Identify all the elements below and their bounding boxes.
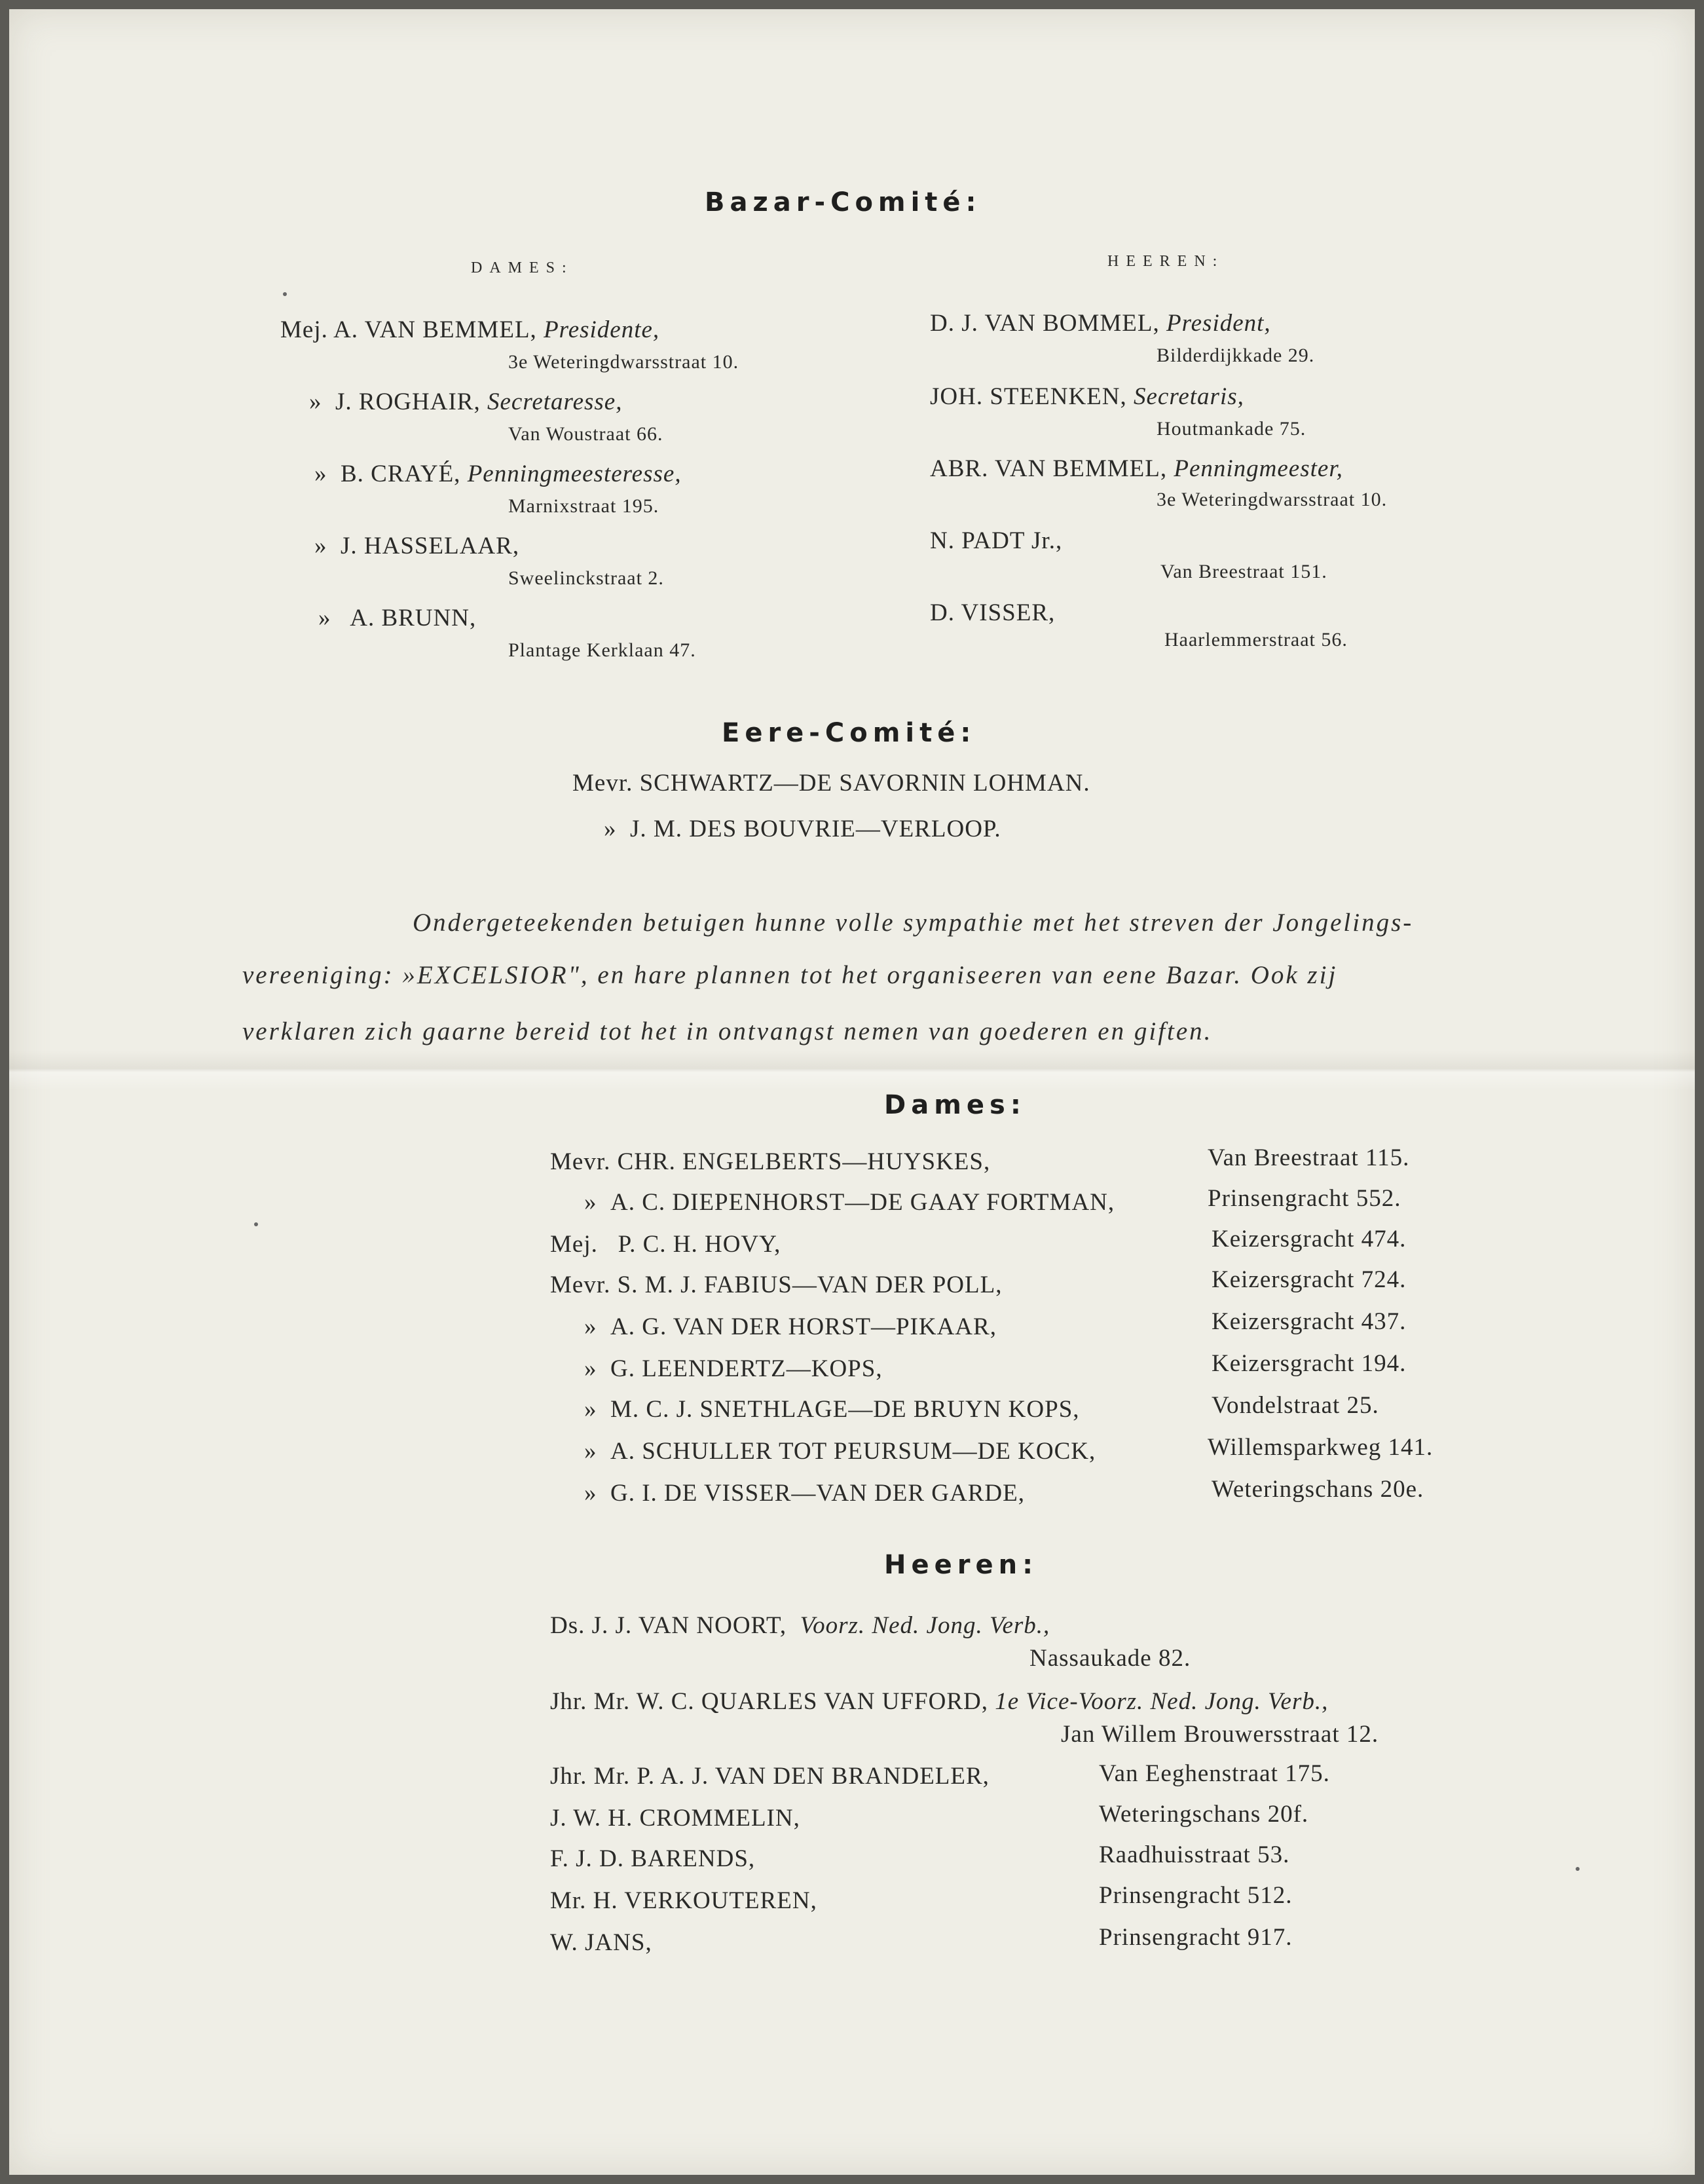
list-item: Jhr. Mr. W. C. QUARLES VAN UFFORD, 1e Vice-Voorz. Ned. Jong. Verb., [550, 1688, 1329, 1715]
list-item: » A. BRUNN, [318, 605, 477, 631]
list-item: W. JANS, [550, 1929, 652, 1956]
address: Jan Willem Brouwersstraat 12. [1061, 1721, 1379, 1748]
row-address: Weteringschans 20e. [1212, 1476, 1424, 1503]
table-row: » M. C. J. SNETHLAGE—DE BRUYN KOPS, [584, 1396, 1080, 1423]
table-row: » G. I. DE VISSER—VAN DER GARDE, [584, 1480, 1026, 1507]
address: 3e Weteringdwarsstraat 10. [508, 351, 739, 373]
row-address: Van Breestraat 115. [1208, 1144, 1410, 1171]
address: Plantage Kerklaan 47. [508, 639, 696, 661]
table-row: » G. LEENDERTZ—KOPS, [584, 1355, 883, 1382]
address: Van Eeghenstraat 175. [1099, 1760, 1330, 1787]
heeren-title: Heeren: [884, 1550, 1039, 1580]
row-address: Prinsengracht 552. [1208, 1185, 1401, 1212]
address: Van Breestraat 151. [1160, 561, 1327, 582]
address: Houtmankade 75. [1157, 418, 1306, 440]
list-item: » J. HASSELAAR, [314, 533, 520, 559]
list-item: ABR. VAN BEMMEL, Penningmeester, [930, 455, 1343, 482]
list-item: D. VISSER, [930, 599, 1056, 626]
eere-member: Mevr. SCHWARTZ—DE SAVORNIN LOHMAN. [572, 770, 1090, 797]
list-item: » B. CRAYÉ, Penningmeesteresse, [314, 461, 682, 487]
list-item: F. J. D. BARENDS, [550, 1845, 756, 1872]
statement-line-3: verklaren zich gaarne bereid tot het in ontvangst nemen van goederen en giften. [242, 1017, 1213, 1045]
address: Nassaukade 82. [1029, 1645, 1191, 1672]
row-address: Keizersgracht 474. [1212, 1226, 1407, 1252]
bazar-comite-title: Bazar-Comité: [705, 187, 982, 217]
table-row: » A. SCHULLER TOT PEURSUM—DE KOCK, [584, 1438, 1096, 1465]
list-item: Mej. A. VAN BEMMEL, Presidente, [280, 316, 660, 343]
bazar-dames-header: DAMES: [471, 259, 574, 276]
document-page [9, 9, 1695, 2175]
address: Bilderdijkkade 29. [1157, 345, 1315, 366]
row-address: Keizersgracht 724. [1212, 1266, 1407, 1293]
table-row: Mej. P. C. H. HOVY, [550, 1231, 781, 1258]
address: Haarlemmerstraat 56. [1164, 629, 1348, 650]
table-row: Mevr. CHR. ENGELBERTS—HUYSKES, [550, 1148, 991, 1175]
list-item: JOH. STEENKEN, Secretaris, [930, 383, 1244, 410]
eere-member: » J. M. DES BOUVRIE—VERLOOP. [604, 816, 1001, 842]
address: Van Woustraat 66. [508, 423, 663, 445]
statement-line-1: Ondergeteekenden betuigen hunne volle sympathie met het streven der Jongelings- [413, 909, 1414, 937]
paper-speck [254, 1222, 258, 1226]
table-row: Mevr. S. M. J. FABIUS—VAN DER POLL, [550, 1271, 1003, 1298]
row-address: Keizersgracht 194. [1212, 1350, 1407, 1377]
list-item: Ds. J. J. VAN NOORT, Voorz. Ned. Jong. Verb., [550, 1612, 1050, 1639]
row-address: Willemsparkweg 141. [1208, 1434, 1434, 1461]
list-item: D. J. VAN BOMMEL, President, [930, 310, 1271, 337]
address: Weteringschans 20f. [1099, 1801, 1309, 1828]
page-fold [9, 1051, 1695, 1090]
table-row: » A. G. VAN DER HORST—PIKAAR, [584, 1313, 997, 1340]
row-address: Vondelstraat 25. [1212, 1392, 1379, 1419]
address: Raadhuisstraat 53. [1099, 1841, 1290, 1868]
address: Prinsengracht 512. [1099, 1882, 1293, 1909]
dames-title: Dames: [884, 1090, 1026, 1120]
list-item: » J. ROGHAIR, Secretaresse, [309, 388, 623, 415]
table-row: » A. C. DIEPENHORST—DE GAAY FORTMAN, [584, 1189, 1115, 1216]
row-address: Keizersgracht 437. [1212, 1308, 1407, 1335]
address: Marnixstraat 195. [508, 495, 659, 517]
eere-comite-title: Eere-Comité: [722, 718, 976, 748]
paper-speck [1576, 1867, 1580, 1871]
address: Sweelinckstraat 2. [508, 567, 664, 589]
statement-line-2: vereeniging: »EXCELSIOR", en hare plannen tot het organiseeren van eene Bazar. Ook zij [242, 961, 1338, 989]
bazar-heeren-header: HEEREN: [1107, 253, 1225, 270]
list-item: N. PADT Jr., [930, 527, 1063, 554]
address: Prinsengracht 917. [1099, 1924, 1293, 1951]
list-item: Jhr. Mr. P. A. J. VAN DEN BRANDELER, [550, 1763, 990, 1790]
list-item: J. W. H. CROMMELIN, [550, 1805, 800, 1832]
address: 3e Weteringdwarsstraat 10. [1157, 489, 1388, 510]
list-item: Mr. H. VERKOUTEREN, [550, 1887, 817, 1914]
paper-speck [283, 292, 287, 296]
